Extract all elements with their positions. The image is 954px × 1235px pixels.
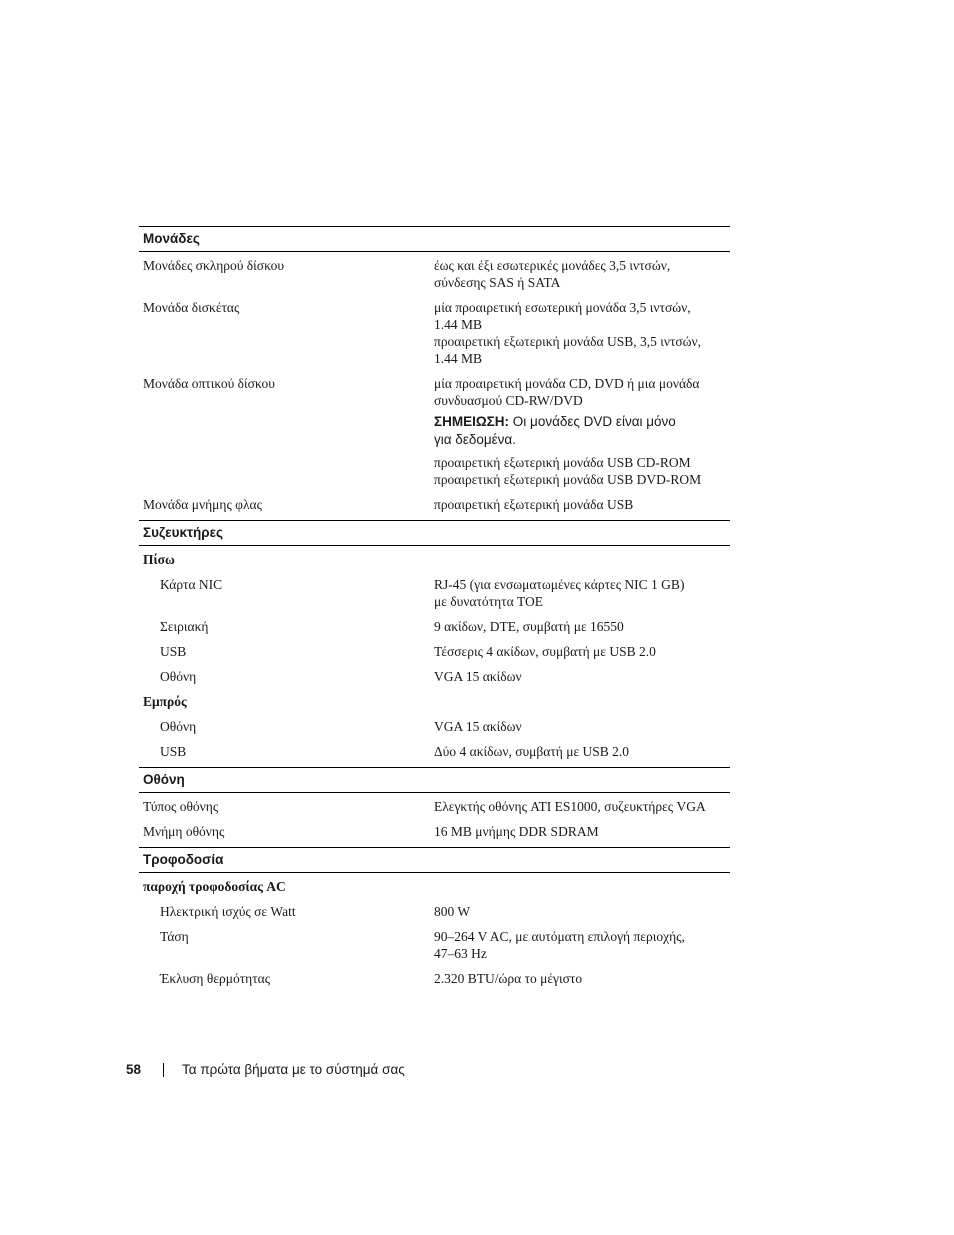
spec-value-line: προαιρετική εξωτερική μονάδα USB CD-ROM [434, 455, 691, 470]
spec-row-video-type [139, 798, 730, 815]
spec-value-line: μία προαιρετική μονάδα CD, DVD ή μια μονάδα [434, 376, 700, 391]
spec-value [434, 257, 730, 291]
spec-value: προαιρετική εξωτερική μονάδα USB [434, 497, 634, 512]
spec-label: Μονάδα μνήμης φλας [143, 497, 262, 512]
spec-value-line: προαιρετική εξωτερική μονάδα USB, 3,5 ιντσών, [434, 334, 702, 349]
page-footer [126, 1061, 405, 1079]
section-header-connectors: Συζευκτήρες [139, 520, 730, 546]
spec-value-line: 90–264 V AC, με αυτόματη επιλογή περιοχής, [434, 929, 685, 944]
spec-label: Μνήμη οθόνης [143, 824, 225, 839]
spec-value: VGA 15 ακίδων [434, 719, 522, 734]
spec-label: Τάση [160, 929, 189, 944]
spec-row-voltage [139, 928, 730, 962]
spec-value [434, 928, 730, 962]
page-number: 58 [126, 1062, 142, 1077]
spec-row-heat [139, 970, 730, 987]
spec-label: Οθόνη [160, 669, 197, 684]
spec-value: 800 W [434, 904, 471, 919]
spec-label: Έκλυση θερμότητας [160, 971, 271, 986]
spec-label: USB [160, 644, 187, 659]
section-header-video: Οθόνη [139, 767, 730, 793]
spec-value [434, 576, 730, 610]
spec-value: 16 MB μνήμης DDR SDRAM [434, 824, 599, 839]
spec-value-line: 47–63 Hz [434, 946, 487, 961]
section-header-drives: Μονάδες [139, 226, 730, 252]
spec-label: Μονάδα οπτικού δίσκου [143, 376, 275, 391]
spec-label: Τύπος οθόνης [143, 799, 219, 814]
subsection-front: Εμπρός [143, 694, 187, 709]
spec-row-serial [139, 618, 730, 635]
spec-value: Ελεγκτής οθόνης ATI ES1000, συζευκτήρες VGA [434, 799, 706, 814]
note-text-continued: για δεδομένα. [434, 432, 516, 447]
spec-value: 9 ακίδων, DTE, συμβατή με 16550 [434, 619, 624, 634]
spec-label: Μονάδα δισκέτας [143, 300, 240, 315]
spec-label: Μονάδες σκληρού δίσκου [143, 258, 285, 273]
note-label: ΣΗΜΕΙΩΣΗ: [434, 414, 510, 429]
note-text: Οι μονάδες DVD είναι μόνο [512, 414, 676, 429]
spec-label: Ηλεκτρική ισχύς σε Watt [160, 904, 296, 919]
spec-value: Τέσσερις 4 ακίδων, συμβατή με USB 2.0 [434, 644, 656, 659]
spec-value-line: με δυνατότητα TOE [434, 594, 544, 609]
spec-row-usb-back [139, 643, 730, 660]
spec-row-video-back [139, 668, 730, 685]
spec-value-line: συνδυασμού CD-RW/DVD [434, 393, 583, 408]
spec-value-line: RJ-45 (για ενσωματωμένες κάρτες NIC 1 GB) [434, 577, 685, 592]
spec-row-flash [139, 496, 730, 513]
specifications-table [139, 226, 730, 987]
spec-row-hdd [139, 257, 730, 291]
spec-value: Δύο 4 ακίδων, συμβατή με USB 2.0 [434, 744, 630, 759]
spec-row-wattage [139, 903, 730, 920]
spec-value: VGA 15 ακίδων [434, 669, 522, 684]
spec-row-nic [139, 576, 730, 610]
spec-value-line: έως και έξι εσωτερικές μονάδες 3,5 ιντσών, [434, 258, 671, 273]
section-header-power: Τροφοδοσία [139, 847, 730, 873]
spec-row-usb-front [139, 743, 730, 760]
spec-row-optical [139, 375, 730, 488]
spec-row-floppy [139, 299, 730, 367]
subsection-ac-power: παροχή τροφοδοσίας AC [143, 879, 286, 894]
subsection-back: Πίσω [143, 552, 175, 567]
footer-title: Τα πρώτα βήματα με το σύστημά σας [182, 1062, 405, 1077]
note [434, 413, 730, 449]
spec-label: USB [160, 744, 187, 759]
spec-value-line: μία προαιρετική εσωτερική μονάδα 3,5 ιντσών, [434, 300, 691, 315]
spec-value-line: σύνδεσης SAS ή SATA [434, 275, 561, 290]
spec-value-line: 1.44 MB [434, 351, 483, 366]
spec-label: Σειριακή [160, 619, 209, 634]
spec-value [434, 375, 730, 488]
footer-separator [163, 1063, 164, 1077]
spec-value-line: προαιρετική εξωτερική μονάδα USB DVD-ROM [434, 472, 702, 487]
spec-row-video-front [139, 718, 730, 735]
spec-value: 2.320 BTU/ώρα το μέγιστο [434, 971, 583, 986]
spec-label: Κάρτα NIC [160, 577, 223, 592]
spec-value-line: 1.44 MB [434, 317, 483, 332]
spec-row-video-memory [139, 823, 730, 840]
spec-value [434, 299, 730, 367]
spec-label: Οθόνη [160, 719, 197, 734]
